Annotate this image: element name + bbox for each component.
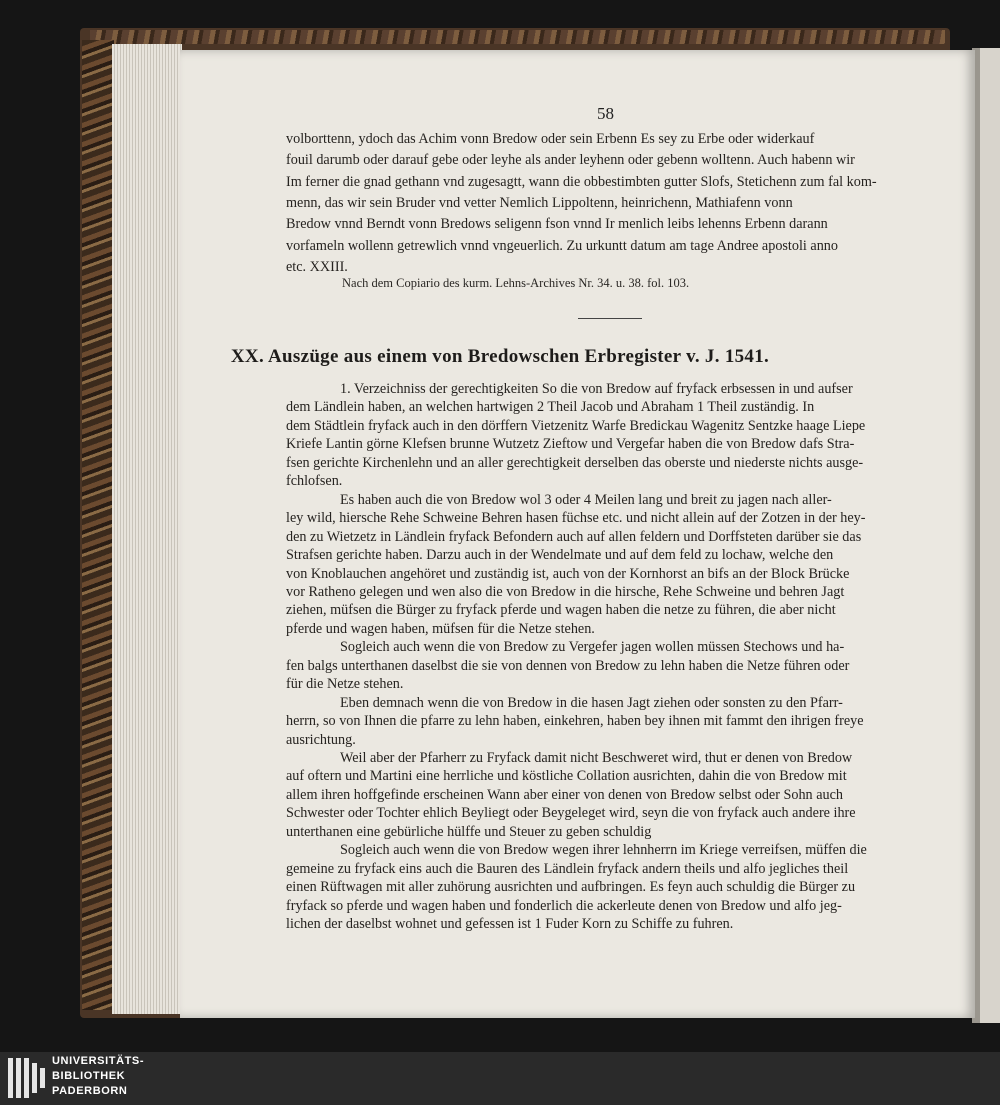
text-line: 1. Verzeichniss der gerechtigkeiten So die von Bredow auf fryfack erbsessen in und aufser [340, 381, 853, 397]
text-line: fsen gerichte Kirchenlehn und an aller gerechtigkeit derselben das oberste und niederste nichts ausge- [286, 454, 864, 471]
text-line: Im ferner die gnad gethann vnd zugesagtt, wann die obbestimbten gutter Slofs, Stetichenn zum fal kom- [286, 173, 877, 190]
text-line: von Knoblauchen angehöret und zuständig ist, auch von der Kornhorst an bifs an der Block Brücke [286, 565, 850, 582]
text-line: allem ihren hoffgefinde erscheinen Wann aber einer von denen von Bredow selbst oder Sohn auch [286, 786, 843, 803]
text-line: Sogleich auch wenn die von Bredow zu Vergefer jagen wollen müssen Stechows und ha- [340, 639, 845, 656]
text-line: Bredow vnnd Berndt vonn Bredows seligenn fson vnnd Ir menlich leibs lehenns Erbenn darann [286, 216, 828, 233]
text-line: Es haben auch die von Bredow wol 3 oder 4 Meilen lang und breit zu jagen nach aller- [340, 491, 832, 508]
text-line: menn, das wir sein Bruder vnd vetter Nemlich Lippoltenn, heinrichenn, Mathiafenn vonn [286, 194, 793, 211]
marbled-edge-left [82, 40, 114, 1010]
text-line: unterthanen eine gebürliche hülffe und Steuer zu geben schuldig [286, 823, 652, 840]
text-line: fouil darumb oder darauf gebe oder leyhe als ander leyhenn oder gebenn wolltenn. Auch habenn wir [286, 152, 855, 169]
marbled-edge-top [90, 30, 945, 44]
text-line: Sogleich auch wenn die von Bredow wegen ihrer lehnherrn im Kriege verreifsen, müffen die [340, 842, 867, 859]
text-line: ley wild, hiersche Rehe Schweine Behren hasen füchse etc. und nicht allein auf der Zotzen in der hey- [286, 510, 866, 527]
text-line: einen Rüftwagen mit aller zuhörung ausrichten und aufbringen. Es feyn auch schuldig die Bürger zu [286, 879, 856, 896]
library-name-line3: PADERBORN [52, 1085, 128, 1097]
text-line: fen balgs unterthanen daselbst die sie von dennen von Bredow zu lehn haben die Netze führen oder [286, 657, 850, 674]
text-line: dem Ländlein haben, an welchen hartwigen 2 Theil Jacob und Abraham 1 Theil zuständig. In [286, 399, 815, 416]
text-line: Kriefe Lantin görne Klefsen brunne Wutzetz Zieftow und Vergefar haben die von Bredow dafs Stra- [286, 436, 855, 453]
text-line: für die Netze stehen. [286, 676, 404, 693]
text-line: gemeine zu fryfack eins auch die Bauren des Ländlein fryfack andern theils und alfo jegliches theil [286, 860, 849, 877]
text-line: dem Städtlein fryfack auch in den dörffern Vietzenitz Warfe Bredickau Wagenitz Sentzke haage Liepe [286, 417, 866, 434]
text-line: Strafsen gerichte haben. Darzu auch in der Wendelmate und auf dem feld zu lochaw, welche den [286, 547, 834, 564]
library-name-line2: BIBLIOTHEK [52, 1070, 126, 1082]
section-divider [578, 318, 642, 319]
text-line: etc. XXIII. [286, 258, 348, 275]
text-line: pferde und wagen haben, müfsen für die Netze stehen. [286, 620, 595, 637]
text-line: fchlofsen. [286, 473, 343, 490]
library-footer [0, 1052, 1000, 1105]
text-line: den zu Wietzetz in Ländlein fryfack Befondern auch auf allen feldern und Dorffsteten darüber sie das [286, 528, 862, 545]
text-line: Weil aber der Pfarherr zu Fryfack damit nicht Beschweret wird, thut er denen von Bredow [340, 750, 853, 766]
text-line: Schwester oder Tochter ehlich Beyliegt oder Beygeleget wird, seyn die von fryfack auch andere ihre [286, 805, 856, 822]
page-number: 58 [597, 104, 614, 123]
library-name-line1: UNIVERSITÄTS- [52, 1055, 145, 1067]
text-line: vorfameln wollenn getrewlich vnnd vngeuerlich. Zu urkuntt datum am tage Andree apostoli anno [286, 237, 838, 254]
text-line: ziehen, müfsen die Bürger zu fryfack pferde und wagen haben die netze zu führen, die aber nicht [286, 602, 836, 619]
text-line: volborttenn, ydoch das Achim vonn Bredow oder sein Erbenn Es sey zu Erbe oder widerkauf [286, 131, 815, 147]
page-stack-edge [112, 44, 182, 1014]
text-line: lichen der daselbst wohnet und gefessen ist 1 Fuder Korn zu Schiffe zu fuhren. [286, 916, 734, 933]
text-line: vor Ratheno gelegen und wen also die von Bredow in die hirsche, Rehe Schweine und behren Jagt [286, 583, 845, 600]
text-line: auf oftern und Martini eine herrliche und köstliche Collation ausrichten, dahin die von Bredow mit [286, 768, 847, 785]
library-logo-icon [8, 1058, 46, 1098]
source-note: Nach dem Copiario des kurm. Lehns-Archives Nr. 34. u. 38. fol. 103. [342, 276, 690, 290]
text-line: herrn, so von Ihnen die pfarre zu lehn haben, einkehren, haben bey ihnen mit fammt den ihrigen freye [286, 713, 864, 730]
text-line: Eben demnach wenn die von Bredow in die hasen Jagt ziehen oder sonsten zu den Pfarr- [340, 694, 843, 711]
section-heading: XX. Auszüge aus einem von Bredowschen Erbregister v. J. 1541. [230, 346, 770, 367]
text-line: ausrichtung. [286, 731, 356, 748]
text-line: fryfack so pferde und wagen haben und fonderlich die ackerleute denen von Bredow und alfo jeg- [286, 897, 842, 914]
